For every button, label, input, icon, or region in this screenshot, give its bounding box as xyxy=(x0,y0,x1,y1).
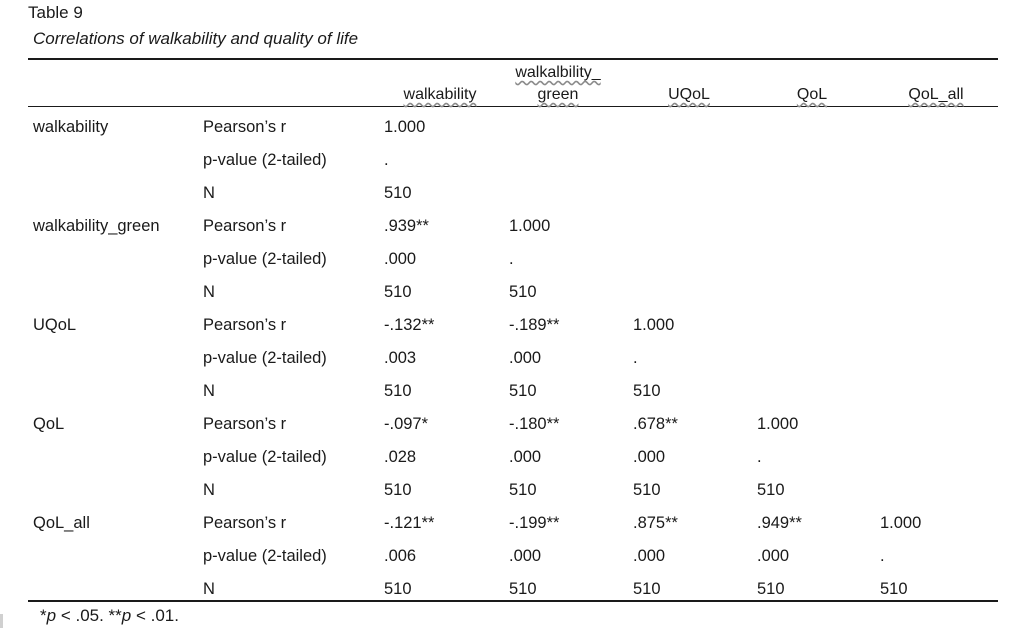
row-variable-label: QoL xyxy=(33,415,65,433)
table-row xyxy=(0,443,1024,476)
column-header-qol-all xyxy=(903,86,969,104)
footnote-p-symbol: p xyxy=(121,606,132,625)
row-statistic-label: p-value (2-tailed) xyxy=(203,349,327,367)
footnote-threshold-01: < .01. xyxy=(131,606,179,625)
table-cell: 510 xyxy=(509,580,537,598)
table-cell: .000 xyxy=(509,547,542,565)
row-statistic-label: p-value (2-tailed) xyxy=(203,547,327,565)
table-cell: .000 xyxy=(633,448,666,466)
table-row xyxy=(0,113,1024,146)
top-rule xyxy=(28,58,998,60)
table-cell: .006 xyxy=(384,547,417,565)
row-statistic-label: p-value (2-tailed) xyxy=(203,250,327,268)
table-cell: 510 xyxy=(633,481,661,499)
row-statistic-label: Pearson’s r xyxy=(203,415,287,433)
column-header-line: QoL xyxy=(796,86,828,103)
table-cell: .875** xyxy=(633,514,678,532)
table-cell: 510 xyxy=(384,184,412,202)
table-cell: 510 xyxy=(633,580,661,598)
table-cell: 1.000 xyxy=(384,118,426,136)
table-cell: .028 xyxy=(384,448,417,466)
column-header-line: walkability xyxy=(403,86,477,103)
table-cell: .939** xyxy=(384,217,429,235)
row-statistic-label: N xyxy=(203,580,215,598)
table-cell: .000 xyxy=(509,448,542,466)
table-cell: 510 xyxy=(633,382,661,400)
column-header-line: green xyxy=(537,86,579,103)
table-cell: 510 xyxy=(384,580,412,598)
column-header-walkability-green xyxy=(508,64,608,104)
footnote xyxy=(40,605,179,627)
table-cell: .000 xyxy=(633,547,666,565)
table-caption-number: Table 9 xyxy=(28,3,83,22)
footnote-stars-01: ** xyxy=(108,606,122,625)
table-cell: 510 xyxy=(384,283,412,301)
table-cell: 1.000 xyxy=(509,217,551,235)
row-statistic-label: N xyxy=(203,481,215,499)
row-statistic-label: Pearson’s r xyxy=(203,316,287,334)
table-cell: -.121** xyxy=(384,514,435,532)
table-row xyxy=(0,179,1024,212)
row-statistic-label: p-value (2-tailed) xyxy=(203,448,327,466)
table-cell: -.180** xyxy=(509,415,560,433)
table-cell: . xyxy=(384,151,389,169)
table-cell: 1.000 xyxy=(633,316,675,334)
table-row xyxy=(0,245,1024,278)
row-statistic-label: N xyxy=(203,184,215,202)
table-cell: .678** xyxy=(633,415,678,433)
row-statistic-label: Pearson’s r xyxy=(203,217,287,235)
table-cell: . xyxy=(509,250,514,268)
column-header-line: QoL_all xyxy=(908,86,964,103)
table-cell: .000 xyxy=(384,250,417,268)
table-cell: . xyxy=(633,349,638,367)
table-row xyxy=(0,509,1024,542)
table-caption-title: Correlations of walkability and quality of life xyxy=(33,29,359,48)
table-cell: .949** xyxy=(757,514,802,532)
table-cell: .000 xyxy=(509,349,542,367)
table-row xyxy=(0,410,1024,443)
column-header-walkability xyxy=(394,86,486,104)
table-cell: 510 xyxy=(384,481,412,499)
table-cell: . xyxy=(757,448,762,466)
table-row xyxy=(0,146,1024,179)
row-statistic-label: Pearson’s r xyxy=(203,118,287,136)
scan-edge-mark xyxy=(0,614,3,628)
table-row xyxy=(0,212,1024,245)
row-variable-label: walkability xyxy=(33,118,109,136)
table-cell: 510 xyxy=(384,382,412,400)
row-variable-label: QoL_all xyxy=(33,514,90,532)
table-cell: -.189** xyxy=(509,316,560,334)
table-row xyxy=(0,278,1024,311)
table-cell: 510 xyxy=(509,283,537,301)
row-variable-label: UQoL xyxy=(33,316,77,334)
footnote-threshold-05: < .05. xyxy=(56,606,109,625)
table-cell: -.132** xyxy=(384,316,435,334)
table-row xyxy=(0,344,1024,377)
column-header-line: walkalbility_ xyxy=(515,64,601,81)
table-row xyxy=(0,575,1024,608)
row-statistic-label: N xyxy=(203,382,215,400)
column-header-uqol xyxy=(662,86,716,104)
table-cell: .000 xyxy=(757,547,790,565)
table-cell: -.097* xyxy=(384,415,429,433)
table-cell: 510 xyxy=(509,481,537,499)
table-body xyxy=(0,113,1024,608)
table-cell: 510 xyxy=(880,580,908,598)
table-row xyxy=(0,311,1024,344)
table-row xyxy=(0,542,1024,575)
row-statistic-label: Pearson’s r xyxy=(203,514,287,532)
footnote-p-symbol: p xyxy=(46,606,57,625)
footnote-stars-05: * xyxy=(40,606,47,625)
row-variable-label: walkability_green xyxy=(33,217,160,235)
table-cell: . xyxy=(880,547,885,565)
table-cell: 510 xyxy=(509,382,537,400)
table-cell: .003 xyxy=(384,349,417,367)
table-row xyxy=(0,476,1024,509)
column-header-line: UQoL xyxy=(668,86,710,103)
table-row xyxy=(0,377,1024,410)
header-rule xyxy=(28,106,998,107)
row-statistic-label: N xyxy=(203,283,215,301)
column-header-qol xyxy=(792,86,832,104)
table-cell: 1.000 xyxy=(880,514,922,532)
table-cell: 510 xyxy=(757,580,785,598)
row-statistic-label: p-value (2-tailed) xyxy=(203,151,327,169)
table-cell: -.199** xyxy=(509,514,560,532)
table-cell: 1.000 xyxy=(757,415,799,433)
table-cell: 510 xyxy=(757,481,785,499)
